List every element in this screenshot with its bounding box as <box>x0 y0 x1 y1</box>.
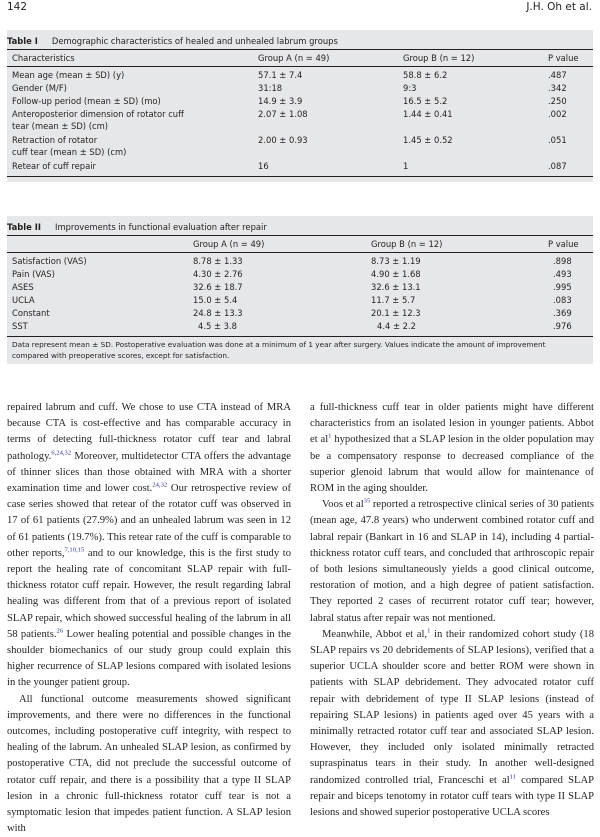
table-cell: 1 <box>403 161 409 171</box>
table-2-col-header: P value <box>548 239 579 249</box>
text-run: and to our knowledge, this is the first study to report the healing rate of concomitant SLAP repair with full-thickness rotator cuff repair. However, the result regarding labral healing was different from that of a previous report of isolated SLAP repair, which showed successful healing of the labrum in all 58 patients. <box>7 547 292 640</box>
table-cell: .976 <box>553 321 572 331</box>
citation[interactable]: 1 <box>427 627 431 635</box>
table-cell: .087 <box>548 161 567 171</box>
table-1-col-header: Group B (n = 12) <box>403 53 475 63</box>
table-cell: .250 <box>548 96 567 106</box>
table-cell: 32.6 ± 13.1 <box>371 282 421 292</box>
table-2-col-header: Group B (n = 12) <box>371 239 443 249</box>
table-cell: Retear of cuff repair <box>12 161 96 171</box>
table-cell: 58.8 ± 6.2 <box>403 70 448 80</box>
table-1-col-header: Characteristics <box>12 53 75 63</box>
table-cell: .083 <box>553 295 572 305</box>
table-cell: 16.5 ± 5.2 <box>403 96 448 106</box>
table-2-label: Table II <box>7 222 41 232</box>
table-2-bottom-rule <box>7 336 593 337</box>
table-cell: 24.8 ± 13.3 <box>193 308 243 318</box>
table-cell: Gender (M/F) <box>12 83 67 93</box>
table-cell: 2.07 ± 1.08 <box>258 109 308 119</box>
text-run: in their randomized cohort study (18 SLAP repairs vs 20 debridements of SLAP lesions), verified that a superior UCLA shoulder score and better ROM were shown in patients with SLAP debridement. They advocated rotator cuff repair with debridement of type II SLAP lesions (instead of repairing SLAP lesions) in patients aged over 45 years with a minimally retracted rotator cuff tear and associated SLAP lesion. However, they included only isolated minimally retracted supraspinatus tears in their study. In another well-designed randomized controlled trial, Franceschi et al <box>310 628 594 786</box>
table-cell: 2.00 ± 0.93 <box>258 135 308 145</box>
citation[interactable]: 24,32 <box>152 481 168 489</box>
table-cell: 31:18 <box>258 83 283 93</box>
table-cell: Retraction of rotator <box>12 135 98 145</box>
paragraph <box>7 400 291 692</box>
citation[interactable]: 35 <box>363 497 371 505</box>
text-run: hypothesized that a SLAP lesion in the older population may be a compensatory response to decreased compliance of the superior glenoid labrum that would allow for maintenance of ROM in the aging shoulder. <box>310 434 594 495</box>
table-cell: .995 <box>553 282 572 292</box>
body-column-left <box>7 400 291 837</box>
table-1-title: Demographic characteristics of healed and unhealed labrum groups <box>51 36 338 46</box>
table-2-caption <box>7 222 267 232</box>
table-cell: Pain (VAS) <box>12 269 55 279</box>
paragraph <box>310 400 594 497</box>
table-cell: 9:3 <box>403 83 417 93</box>
table-1-col-header: P value <box>548 53 579 63</box>
text-run: Lower healing potential and possible changes in the shoulder biomechanics of our study group could explain this higher recurrence of SLAP lesions compared with isolated lesions in the younger patient group. <box>7 628 291 689</box>
table-cell: 4.90 ± 1.68 <box>371 269 421 279</box>
table-cell: Constant <box>12 308 50 318</box>
table-cell: 4.30 ± 2.76 <box>193 269 243 279</box>
table-1-label: Table I <box>7 36 38 46</box>
table-cell: 15.0 ± 5.4 <box>193 295 238 305</box>
table-cell: 14.9 ± 3.9 <box>258 96 303 106</box>
table-cell: 8.73 ± 1.19 <box>371 256 421 266</box>
page-number: 142 <box>7 1 28 13</box>
table-1-header-rule <box>7 66 593 67</box>
table-cell: Anteroposterior dimension of rotator cuff <box>12 109 184 119</box>
citation[interactable]: 1 <box>328 432 332 440</box>
table-cell: 11.7 ± 5.7 <box>371 295 416 305</box>
table-cell: SST <box>12 321 28 331</box>
table-2-title: Improvements in functional evaluation after repair <box>54 222 267 232</box>
paragraph: All functional outcome measurements showed significant improvements, and there were no differences in the functional outcomes, including postoperative cuff integrity, with respect to healing of the labrum. An unhealed SLAP lesion, as confirmed by postoperative CTA, did not preclude the successful outcome of rotator cuff repair, and there is a possibility that a type II SLAP lesion in a chronic full-thickness rotator cuff tear is not a symptomatic lesion that impedes patient function. A SLAP lesion with <box>7 693 291 835</box>
table-cell: 1.45 ± 0.52 <box>403 135 453 145</box>
table-cell: .369 <box>553 308 572 318</box>
text-run: repaired labrum and cuff. We chose to use CTA instead of MRA because CTA is cost-effective and has comparable accuracy in terms of detecting full-thickness rotator cuff tear and labral pathology. <box>7 402 291 462</box>
table-cell: .898 <box>553 256 572 266</box>
table-2-col-header: Group A (n = 49) <box>193 239 265 249</box>
table-2-note: compared with preoperative scores, except for satisfaction. <box>12 351 230 360</box>
page-header <box>0 0 600 18</box>
text-run: Meanwhile, Abbot et al, <box>322 628 428 640</box>
table-cell: .051 <box>548 135 567 145</box>
paragraph <box>310 497 594 627</box>
table-1-top-rule <box>7 49 593 50</box>
citation[interactable]: 6,24,32 <box>51 449 72 457</box>
table-cell: .002 <box>548 109 567 119</box>
table-cell: .342 <box>548 83 567 93</box>
citation[interactable]: 26 <box>56 627 64 635</box>
table-2-header-rule <box>7 252 593 253</box>
table-cell: Follow-up period (mean ± SD) (mo) <box>12 96 161 106</box>
table-cell: Satisfaction (VAS) <box>12 256 87 266</box>
table-cell: 8.78 ± 1.33 <box>193 256 243 266</box>
table-cell: 16 <box>258 161 269 171</box>
citation[interactable]: 7,10,15 <box>64 546 85 554</box>
table-cell: UCLA <box>12 295 35 305</box>
text-run: Voos et al <box>322 499 364 511</box>
table-1-caption <box>7 36 338 46</box>
text-run: reported a retrospective clinical series of 30 patients (mean age, 47.8 years) who underwent combined rotator cuff and labral repair (Bankart in 16 and SLAP in 14), including 4 partial-thickness rotator cuff tears, and concluded that arthroscopic repair of both lesions simultaneously yields a good clinical outcome, restoration of motion, and a high degree of patient satisfaction. They reported 2 cases of recurrent rotator cuff tear; however, labral status after repair was not mentioned. <box>310 499 594 624</box>
table-cell: 1.44 ± 0.41 <box>403 109 453 119</box>
table-cell: 4.5 ± 3.8 <box>198 321 237 331</box>
table-1-bottom-rule <box>7 176 593 177</box>
table-cell: .493 <box>553 269 572 279</box>
table-cell: .487 <box>548 70 567 80</box>
table-cell: 32.6 ± 18.7 <box>193 282 243 292</box>
table-cell: Mean age (mean ± SD) (y) <box>12 70 125 80</box>
text-run: Moreover, multidetector CTA offers the advantage of thinner slices than those obtained with MRA with a shorter examination time and lower cost. <box>7 450 291 495</box>
table-1-col-header: Group A (n = 49) <box>258 53 330 63</box>
table-cell: cuff tear (mean ± SD) (cm) <box>12 147 127 157</box>
text-run: compared SLAP repair and biceps tenotomy in rotator cuff tears with type II SLAP lesions and showed superior postoperative UCLA scores <box>310 774 594 819</box>
table-cell: ASES <box>12 282 34 292</box>
running-head: J.H. Oh et al. <box>526 1 592 13</box>
body-column-right <box>310 400 594 821</box>
citation[interactable]: 11 <box>509 773 516 781</box>
paragraph <box>310 627 594 821</box>
table-2-top-rule <box>7 235 593 236</box>
table-cell: 20.1 ± 12.3 <box>371 308 421 318</box>
table-2-note: Data represent mean ± SD. Postoperative evaluation was done at a minimum of 1 year after surgery. Values indicate the amount of improvement <box>12 340 546 349</box>
table-cell: tear (mean ± SD) (cm) <box>12 121 109 131</box>
text-run: Our retrospective review of case series showed that retear of the rotator cuff was observed in 17 of 61 patients (27.9%) and an unhealed labrum was seen in 12 of 61 patients (19.7%). This retear rate of the cuff is comparable to other reports, <box>7 483 291 559</box>
table-cell: 57.1 ± 7.4 <box>258 70 303 80</box>
text-run: a full-thickness cuff tear in older patients might have different characteristics from an isolated lesion in younger patients. Abbot et al <box>310 402 594 446</box>
table-cell: 4.4 ± 2.2 <box>377 321 416 331</box>
